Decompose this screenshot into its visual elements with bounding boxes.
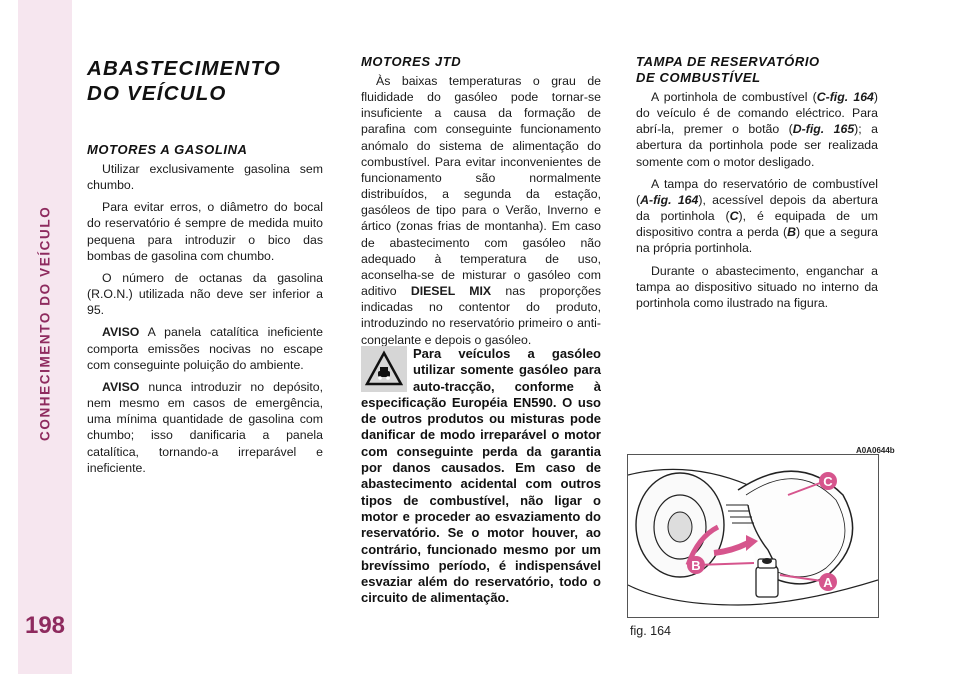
section-label: CONHECIMENTO DO VEÍCULO bbox=[37, 205, 53, 441]
aviso-label: AVISO bbox=[102, 325, 140, 340]
heading-line: DE COMBUSTÍVEL bbox=[636, 70, 761, 85]
heading-jtd: MOTORES JTD bbox=[361, 54, 462, 69]
figure-ref: A-fig. 164 bbox=[640, 192, 699, 207]
aviso-paragraph-2 bbox=[87, 379, 323, 476]
aviso-text: nunca introduzir no depósito, nem mesmo em casos de emergência, uma mínima quantidade de gasolina com chumbo; isso danificaria a panela catalítica, tornando-a irreparável e ineficiente. bbox=[87, 379, 323, 475]
paragraph: Utilizar exclusivamente gasolina sem chumbo. bbox=[87, 162, 323, 193]
figure-ref: D-fig. 165 bbox=[792, 122, 855, 137]
title-line-2: DO VEÍCULO bbox=[87, 82, 227, 105]
aviso-text: A panela catalítica ineficiente comporta emissões nocivas no escape com conseguinte poluição do ambiente. bbox=[87, 325, 323, 372]
text: ) que a segura na própria portinhola. bbox=[636, 225, 878, 256]
paragraph: Durante o abastecimento, enganchar a tampa ao dispositivo situado no interno da portinhola como ilustrado na figura. bbox=[636, 263, 878, 310]
figure-ref: C-fig. 164 bbox=[816, 90, 874, 104]
text: ), acessível depois da abertura da portinhola ( bbox=[636, 192, 878, 224]
paragraph: Para evitar erros, o diâmetro do bocal do reservatório é sempre de medida muito pequena para introduzir o bico das bombas de gasolina com chumbo. bbox=[87, 200, 323, 263]
figure-code: A0A0644b bbox=[856, 446, 895, 455]
text: A tampa do reservatório de combustível ( bbox=[636, 176, 878, 207]
title-line-1: ABASTECIMENTO bbox=[87, 57, 282, 80]
fuel-pump-warning-icon bbox=[361, 346, 407, 392]
text: ); a abertura da portinhola pode ser realizada somente com o motor desligado. bbox=[636, 122, 878, 169]
heading-tampa bbox=[636, 54, 878, 86]
heading-line: TAMPA DE RESERVATÓRIO bbox=[636, 54, 820, 69]
callout-a-label: A bbox=[823, 575, 833, 590]
text: nas proporções indicadas no contentor do produto, introduzindo no reservatório primeiro o anti-congelante e depois o gasóleo. bbox=[361, 284, 601, 347]
text: Às baixas temperaturas o grau de fluididade do gasóleo pode tornar-se insuficiente a causa da formação de parafina com conseguinte funcionamento anómalo do sistema de alimentação do combustível. Para evitar inconvenientes de funcionamento são normalmente distribuídos, a segunda da estação, gasóleos de tipo para o Verão, Inverno e ártico (zonas frias de montanha). Em caso de abastecimento com gasóleo não adequado à temperatura de uso, aconselha-se de misturar o gasóleo com aditivo bbox=[361, 74, 601, 299]
page-title bbox=[87, 56, 327, 106]
diesel-mix: DIESEL MIX bbox=[410, 284, 492, 299]
figure-164 bbox=[627, 454, 879, 618]
text: ) do veículo é de comando eléctrico. Para abrí-la, premer o botão ( bbox=[636, 90, 878, 137]
page-number: 198 bbox=[24, 612, 66, 639]
figure-ref: C bbox=[729, 209, 739, 224]
warning-box bbox=[361, 346, 601, 607]
aviso-paragraph-1 bbox=[87, 324, 323, 372]
callout-b-label: B bbox=[691, 558, 701, 573]
paragraph bbox=[636, 89, 878, 170]
text: A portinhola de combustível ( bbox=[651, 90, 817, 104]
figure-ref: B bbox=[787, 225, 797, 240]
warning-body: Para veículos a gasóleo utilizar somente gasóleo para auto-tracção, conforme à especificação Européia EN590. O uso de outros produtos ou misturas pode danificar de modo irreparável o motor com conseguinte perda da garantia por danos causados. Em caso de abastecimento acidental com outros tipos de combustível, não ligar o motor e proceder ao esvaziamento do reservatório. Se o motor houver, ao contrário, funcionado mesmo por um brevíssimo período, é indispensável esvaziar além do reservatório, todo o circuito de alimentação. bbox=[361, 346, 601, 606]
aviso-label: AVISO bbox=[102, 379, 140, 394]
figure-caption: fig. 164 bbox=[630, 624, 672, 638]
paragraph-jtd bbox=[361, 73, 601, 348]
fuel-cap-illustration bbox=[628, 455, 878, 617]
paragraph: O número de octanas da gasolina (R.O.N.) utilizada não deve ser inferior a 95. bbox=[87, 270, 323, 318]
paragraph bbox=[636, 176, 878, 257]
callout-c-label: C bbox=[823, 474, 833, 489]
heading-gasolina: MOTORES A GASOLINA bbox=[87, 142, 248, 157]
text: ), é equipada de um dispositivo contra a perda ( bbox=[636, 209, 878, 240]
